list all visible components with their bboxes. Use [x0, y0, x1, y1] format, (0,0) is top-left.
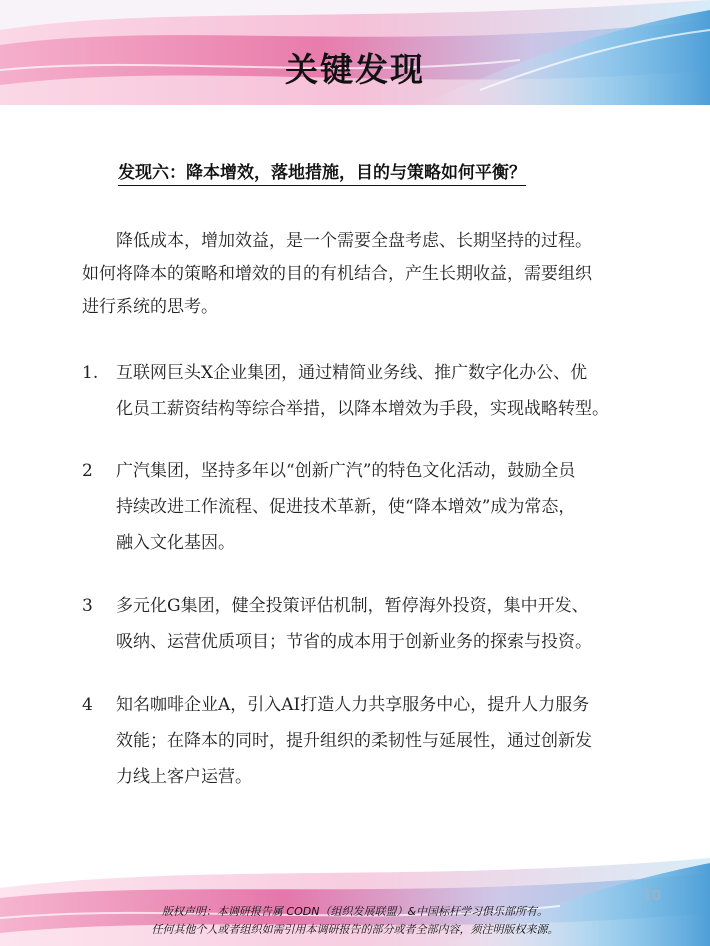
section-heading: 发现六：降本增效，落地措施，目的与策略如何平衡？	[118, 158, 526, 186]
intro-paragraph	[82, 225, 650, 324]
finding-number: 3	[82, 596, 93, 616]
intro-line: 降低成本，增加效益，是一个需要全盘考虑、长期坚持的过程。	[116, 231, 592, 251]
copyright-notice: 版权声明：本调研报告属 CODN（组织发展联盟）&中国标杆学习俱乐部所有。	[161, 905, 549, 918]
finding-number: 1.	[82, 363, 99, 383]
copyright-notice: 任何其他个人或者组织如需引用本调研报告的部分或者全部内容，须注明版权来源。	[151, 923, 559, 936]
finding-line: 吸纳、运营优质项目；节省的成本用于创新业务的探索与投资。	[116, 632, 592, 652]
finding-line: 互联网巨头X企业集团，通过精简业务线、推广数字化办公、优	[116, 363, 588, 383]
finding-line: 广汽集团，坚持多年以“创新广汽”的特色文化活动，鼓励全员	[116, 461, 576, 481]
finding-number: 4	[82, 695, 93, 715]
page-title: 关键发现	[285, 50, 425, 89]
finding-number: 2	[82, 461, 93, 481]
finding-line: 效能；在降本的同时，提升组织的柔韧性与延展性，通过创新发	[116, 731, 592, 751]
finding-line: 化员工薪资结构等综合举措，以降本增效为手段，实现战略转型。	[116, 399, 609, 419]
finding-line: 多元化G集团，健全投策评估机制，暂停海外投资，集中开发、	[116, 596, 589, 616]
page-number: 10	[643, 888, 661, 904]
finding-line: 知名咖啡企业A，引入AI打造人力共享服务中心，提升人力服务	[116, 695, 590, 715]
finding-line: 力线上客户运营。	[116, 767, 252, 787]
finding-line: 融入文化基因。	[116, 533, 235, 553]
finding-line: 持续改进工作流程、促进技术革新，使“降本增效”成为常态，	[116, 497, 576, 517]
intro-line: 进行系统的思考。	[82, 297, 218, 317]
intro-line: 如何将降本的策略和增效的目的有机结合，产生长期收益，需要组织	[82, 264, 592, 284]
